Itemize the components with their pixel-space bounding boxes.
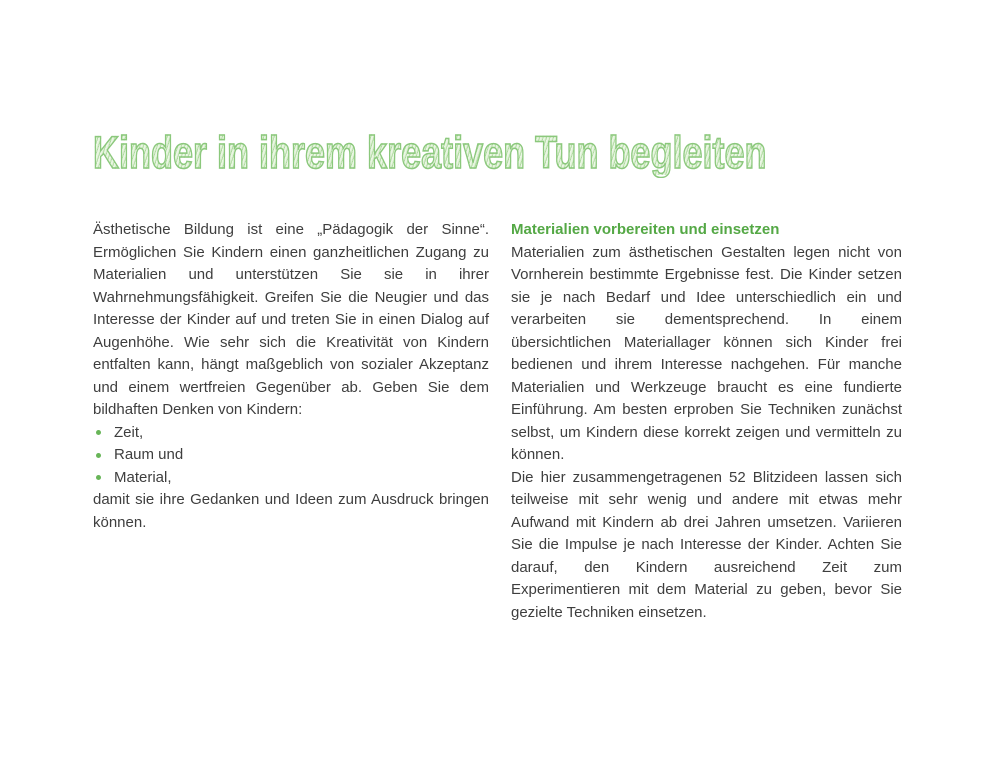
bullet-item-zeit: Zeit,: [93, 422, 489, 445]
left-outro-paragraph: damit sie ihre Gedanken und Ideen zum Ausdruck bringen können.: [93, 491, 489, 531]
left-text-column: [93, 219, 489, 534]
bullet-item-raum: Raum und: [93, 444, 489, 467]
page-title: Kinder in ihrem kreativen Tun begleiten: [93, 127, 767, 178]
right-text-column: [511, 219, 902, 624]
right-paragraph-1: Materialien zum ästhetischen Gestalten legen nicht von Vornherein bestimmte Ergebnisse fest. Die Kinder setzen sie je nach Bedarf und Idee unterschiedlich ein und verarbeiten sie dementsprechend. In einem übersichtlichen Materiallager können sich Kinder frei bedienen und ihrem Interesse nachgehen. Für manche Materialien und Werkzeuge braucht es eine fundierte Einführung. Am besten erproben Sie Techniken zunächst selbst, um Kindern diese korrekt zeigen und vermitteln zu können.: [511, 243, 902, 463]
left-intro-paragraph: Ästhetische Bildung ist eine „Pädagogik der Sinne“. Ermöglichen Sie Kindern einen ganzheitlichen Zugang zu Materialien und unterstützen Sie sie in ihrer Wahrnehmungsfähigkeit. Greifen Sie die Neugier und das Interesse der Kinder auf und treten Sie in einen Dialog auf Augenhöhe. Wie sehr sich die Kreativität von Kindern entfalten kann, hängt maßgeblich von sozialer Akzeptanz und einem wertfreien Gegenüber ab. Geben Sie dem bildhaften Denken von Kindern:: [93, 221, 489, 418]
right-paragraph-2: Die hier zusammengetragenen 52 Blitzideen lassen sich teilweise mit sehr wenig und andere mit etwas mehr Aufwand mit Kindern ab drei Jahren umsetzen. Variieren Sie die Impulse je nach Interesse der Kinder. Achten Sie darauf, den Kindern ausreichend Zeit zum Experimentieren mit dem Material zu geben, bevor Sie gezielte Techniken einsetzen.: [511, 468, 902, 621]
section-heading: Materialien vorbereiten und einsetzen: [511, 221, 780, 238]
bullet-list: [93, 422, 489, 490]
bullet-item-material: Material,: [93, 467, 489, 490]
